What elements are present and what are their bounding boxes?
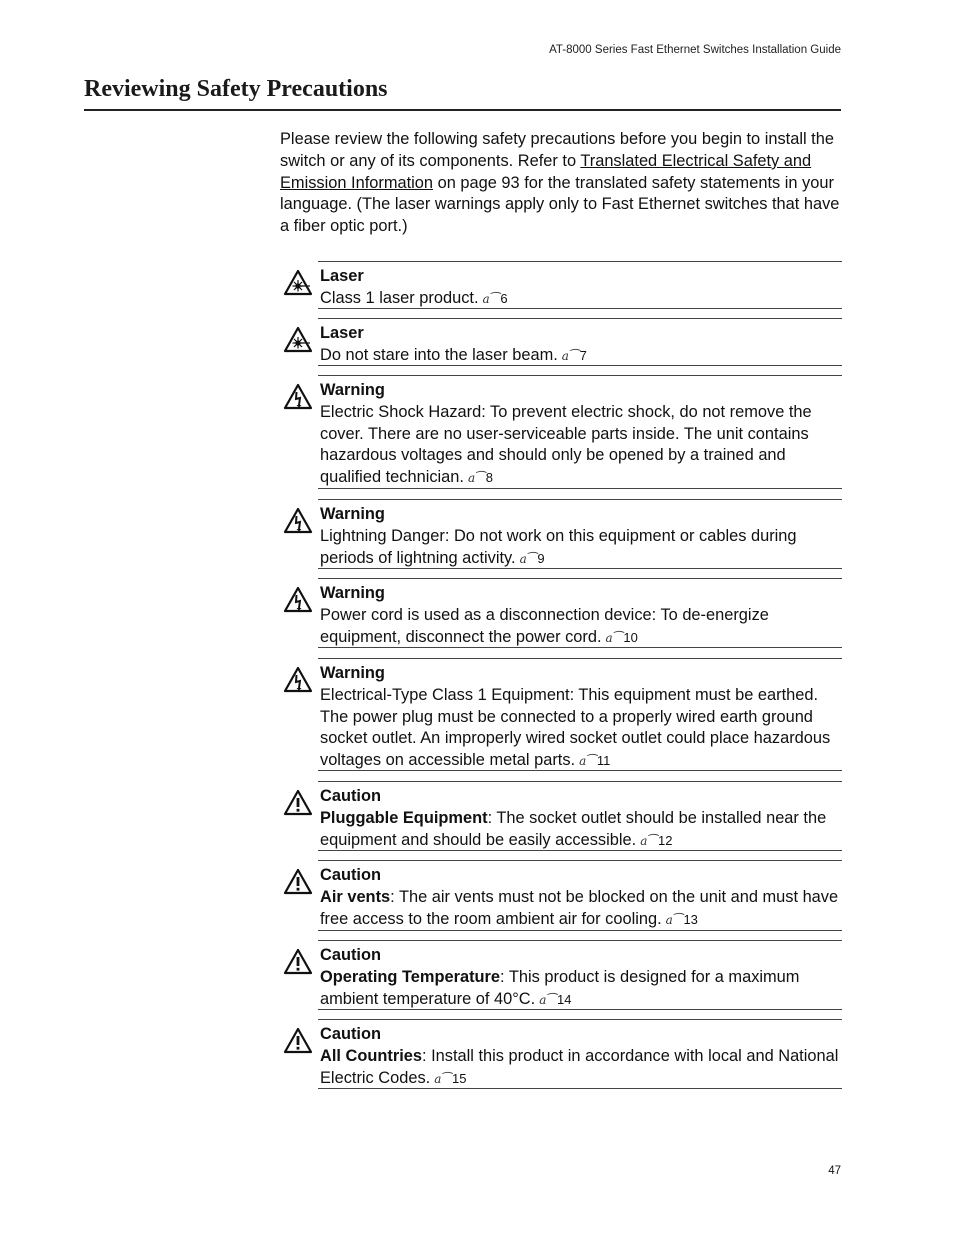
- electric-shock-icon: [283, 586, 313, 613]
- translation-ref-number: 6: [500, 290, 508, 306]
- translation-reference: [602, 628, 638, 646]
- electric-shock-icon: [283, 666, 313, 693]
- safety-notice: [280, 860, 842, 930]
- notice-body: [320, 1024, 842, 1090]
- notice-top-rule: [318, 860, 842, 861]
- notice-bottom-rule: [318, 647, 842, 648]
- notice-heading: Warning: [320, 664, 385, 682]
- translated-safety-link[interactable]: Translated Electrical Safety and Emission Information: [280, 151, 812, 192]
- translation-reference: [662, 910, 698, 928]
- notice-body: [320, 663, 842, 773]
- notice-top-rule: [318, 781, 842, 782]
- translation-ref-number: 11: [596, 753, 611, 769]
- translation-reference: [636, 831, 672, 849]
- caution-icon: [283, 1027, 313, 1054]
- safety-notice: [280, 940, 842, 1009]
- notice-text: Power cord is used as a disconnection device: To de-energize equipment, disconnect the power cord.: [320, 605, 769, 646]
- notice-body: [320, 266, 842, 311]
- notice-heading: Caution: [320, 787, 382, 805]
- translation-reference: [430, 1069, 466, 1087]
- safety-notice: [280, 375, 842, 488]
- notice-top-rule: [318, 318, 842, 319]
- title-rule: [84, 109, 841, 111]
- notice-bottom-rule: [318, 1088, 842, 1089]
- notice-bottom-rule: [318, 568, 842, 569]
- translation-ref-icon: a⁀: [467, 471, 483, 486]
- notice-top-rule: [318, 578, 842, 579]
- translation-ref-icon: a⁀: [605, 630, 621, 645]
- translation-ref-number: 8: [485, 470, 494, 486]
- translation-ref-number: 7: [579, 347, 587, 363]
- notice-body: [320, 945, 842, 1011]
- notice-text: : The air vents must not be blocked on the unit and must have free access to the room ambient air for cooling.: [320, 887, 839, 928]
- notice-text: : The socket outlet should be installed near the equipment and should be easily accessible.: [320, 808, 827, 849]
- notice-text: Lightning Danger: Do not work on this equipment or cables during periods of lightning activity.: [320, 526, 797, 567]
- translation-ref-number: 14: [557, 991, 572, 1007]
- translation-ref-icon: a⁀: [579, 754, 594, 769]
- safety-notice: [280, 499, 842, 568]
- notice-heading: Warning: [320, 505, 385, 523]
- notice-heading: Caution: [320, 1025, 382, 1043]
- notice-bold-term: All Countries: [320, 1046, 422, 1065]
- laser-icon: [283, 269, 313, 296]
- intro-text-after: on page 93 for the translated safety statements in your language. (The laser warnings apply only to Fast Ethernet switches that have a fiber optic port.): [280, 173, 840, 236]
- electric-shock-icon: [283, 383, 313, 410]
- caution-icon: [283, 948, 313, 975]
- translation-reference: [516, 549, 545, 567]
- caution-icon: [283, 789, 313, 816]
- notice-text: : Install this product in accordance with local and National Electric Codes.: [320, 1046, 839, 1087]
- electric-shock-icon: [283, 507, 313, 534]
- notice-heading: Warning: [320, 584, 385, 602]
- notice-top-rule: [318, 1019, 842, 1020]
- translation-ref-icon: a⁀: [519, 551, 535, 566]
- notice-bottom-rule: [318, 308, 842, 309]
- intro-text-before: Please review the following safety precautions before you begin to install the switch or any of its components. Refer to: [280, 130, 834, 170]
- translation-reference: [575, 751, 610, 769]
- notice-text: Electric Shock Hazard: To prevent electric shock, do not remove the cover. There are no user-serviceable parts inside. The unit contains hazardous voltages and should only be opened by a trained and qualified technician.: [320, 402, 812, 487]
- notice-body: [320, 583, 842, 649]
- notice-text: : This product is designed for a maximum ambient temperature of 40°C.: [320, 967, 800, 1008]
- notice-body: [320, 786, 842, 852]
- notice-text: Electrical-Type Class 1 Equipment: This equipment must be earthed. The power plug must be connected to a properly wired earth ground socket outlet. An improperly wired socket outlet could place hazardous voltages on accessible metal parts.: [320, 685, 831, 770]
- safety-notice: [280, 578, 842, 647]
- notice-body: [320, 504, 842, 570]
- translation-ref-number: 12: [658, 832, 673, 848]
- notice-bottom-rule: [318, 850, 842, 851]
- translation-ref-icon: a⁀: [640, 833, 655, 848]
- safety-notice: [280, 658, 842, 770]
- notice-heading: Caution: [320, 866, 382, 884]
- notice-bold-term: Air vents: [320, 887, 391, 906]
- notice-bottom-rule: [318, 1009, 842, 1010]
- notice-top-rule: [318, 261, 842, 262]
- notice-bottom-rule: [318, 365, 842, 366]
- notice-bottom-rule: [318, 930, 842, 931]
- safety-notice: [280, 1019, 842, 1088]
- notice-body: [320, 865, 842, 931]
- notice-bottom-rule: [318, 770, 842, 771]
- notice-text: Class 1 laser product.: [320, 288, 479, 307]
- notice-top-rule: [318, 658, 842, 659]
- translation-ref-icon: a⁀: [539, 992, 555, 1007]
- notice-heading: Caution: [320, 946, 382, 964]
- notice-top-rule: [318, 940, 842, 941]
- safety-notice: [280, 781, 842, 850]
- notice-heading: Warning: [320, 381, 385, 399]
- translation-reference: [479, 289, 508, 307]
- translation-reference: [558, 346, 587, 364]
- intro-paragraph: [280, 129, 840, 238]
- translation-ref-number: 9: [537, 550, 545, 566]
- translation-reference: [464, 468, 493, 486]
- notice-body: [320, 380, 842, 490]
- translation-ref-icon: a⁀: [665, 912, 681, 927]
- translation-ref-icon: a⁀: [434, 1071, 450, 1086]
- notice-heading: Laser: [320, 324, 364, 342]
- notice-text: Do not stare into the laser beam.: [320, 345, 558, 364]
- translation-ref-icon: a⁀: [482, 291, 498, 306]
- notice-top-rule: [318, 499, 842, 500]
- page-title: Reviewing Safety Precautions: [84, 76, 388, 102]
- translation-reference: [535, 990, 571, 1008]
- safety-notice: [280, 318, 842, 365]
- page-number: 47: [828, 1165, 841, 1177]
- notice-bold-term: Pluggable Equipment: [320, 808, 488, 827]
- translation-ref-icon: a⁀: [561, 348, 577, 363]
- safety-notice: [280, 261, 842, 308]
- notice-bottom-rule: [318, 488, 842, 489]
- running-header: AT-8000 Series Fast Ethernet Switches Installation Guide: [549, 44, 841, 56]
- notice-heading: Laser: [320, 267, 364, 285]
- translation-ref-number: 10: [623, 629, 638, 645]
- laser-icon: [283, 326, 313, 353]
- notice-bold-term: Operating Temperature: [320, 967, 501, 986]
- translation-ref-number: 13: [683, 911, 698, 927]
- notice-body: [320, 323, 842, 368]
- notice-top-rule: [318, 375, 842, 376]
- translation-ref-number: 15: [452, 1070, 467, 1086]
- caution-icon: [283, 868, 313, 895]
